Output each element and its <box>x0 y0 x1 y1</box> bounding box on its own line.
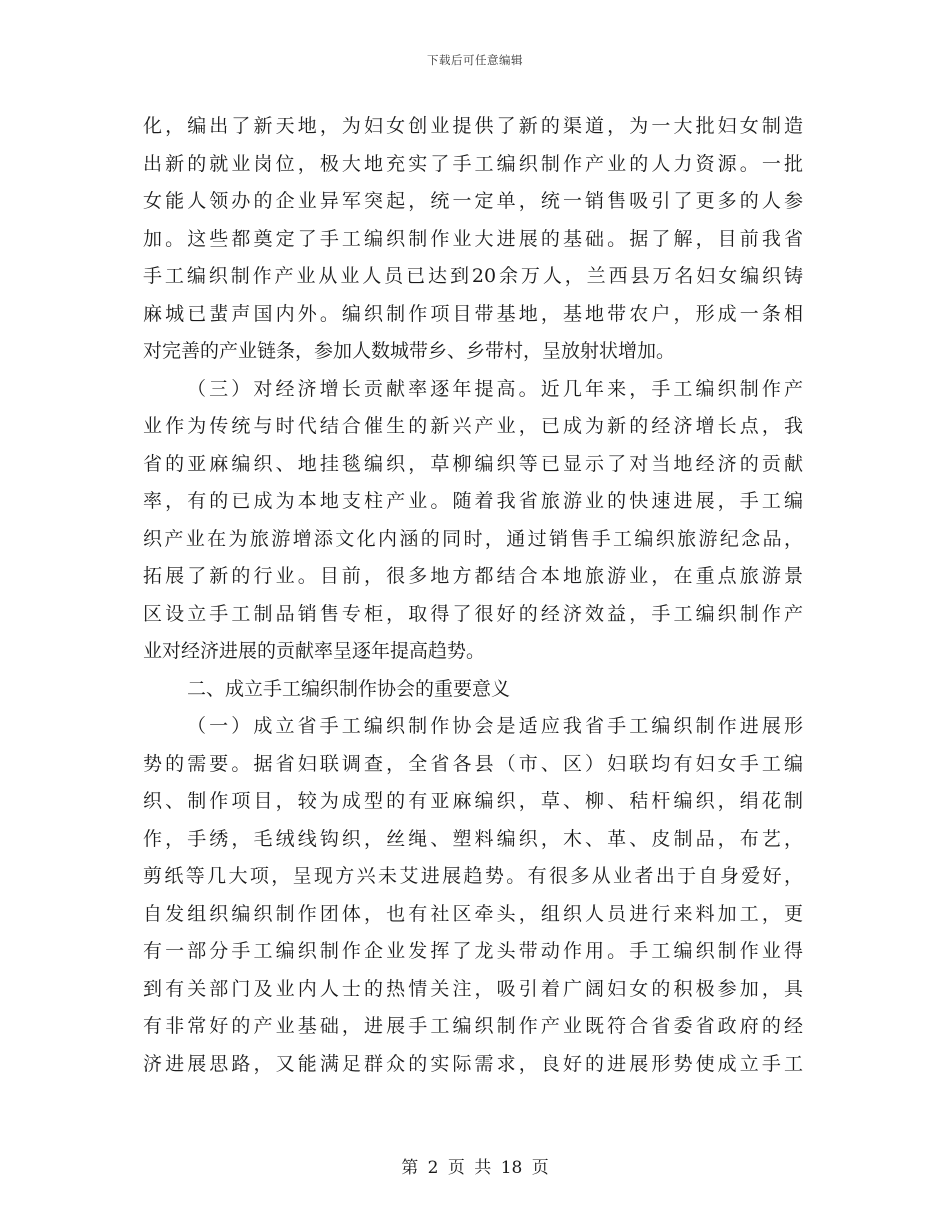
text-line: 作，手绣，毛绒线钩织，丝绳、塑料编织，木、革、皮制品，布艺， <box>143 827 803 850</box>
page-number-footer: 第 2 页 共 18 页 <box>401 1158 549 1178</box>
text-line: 织产业在为旅游增添文化内涵的同时，通过销售手工编织旅游纪念品， <box>143 527 803 550</box>
text-line: 拓展了新的行业。目前，很多地方都结合本地旅游业，在重点旅游景 <box>143 565 803 587</box>
section-heading: 二、成立手工编织制作协会的重要意义 <box>187 677 511 700</box>
text-line: 有非常好的产业基础，进展手工编织制作产业既符合省委省政府的经 <box>143 1015 803 1037</box>
text-line: 女能人领办的企业异军突起，统一定单，统一销售吸引了更多的人参 <box>143 190 803 212</box>
text-line: 出新的就业岗位，极大地充实了手工编织制作产业的人力资源。一批 <box>143 152 803 175</box>
text-line: 到有关部门及业内人士的热情关注，吸引着广阔妇女的积极参加，具 <box>143 977 803 1000</box>
page-header: 下载后可任意编辑 <box>427 53 523 67</box>
text-line: 济进展思路，又能满足群众的实际需求，良好的进展形势使成立手工 <box>143 1052 803 1075</box>
text-line: 织、制作项目，较为成型的有亚麻编织，草、柳、秸杆编织，绢花制 <box>143 790 803 812</box>
text-line: 化，编出了新天地，为妇女创业提供了新的渠道，为一大批妇女制造 <box>143 115 803 137</box>
text-line: 业对经济进展的贡献率呈逐年提高趋势。 <box>143 640 486 662</box>
text-line: 业作为传统与时代结合催生的新兴产业，已成为新的经济增长点，我 <box>143 415 803 437</box>
document-body <box>143 108 803 1083</box>
text-line: 有一部分手工编织制作企业发挥了龙头带动作用。手工编织制作业得 <box>143 940 803 962</box>
text-line: 剪纸等几大项，呈现方兴未艾进展趋势。有很多从业者出于自身爱好， <box>143 865 803 887</box>
paragraph-start-line: （一）成立省手工编织制作协会是适应我省手工编织制作进展形 <box>187 715 803 737</box>
text-line: 势的需要。据省妇联调查，全省各县（市、区）妇联均有妇女手工编 <box>143 752 803 775</box>
text-line: 加。这些都奠定了手工编织制作业大进展的基础。据了解，目前我省 <box>143 227 803 250</box>
text-line: 自发组织编织制作团体，也有社区牵头，组织人员进行来料加工，更 <box>143 902 803 925</box>
text-line: 麻城已蜚声国内外。编织制作项目带基地，基地带农户，形成一条相 <box>143 302 803 325</box>
text-line: 率，有的已成为本地支柱产业。随着我省旅游业的快速进展，手工编 <box>143 490 803 512</box>
text-line: 区设立手工制品销售专柜，取得了很好的经济效益，手工编织制作产 <box>143 602 803 625</box>
text-line: 省的亚麻编织、地挂毯编织，草柳编织等已显示了对当地经济的贡献 <box>143 452 803 475</box>
text-line: 对完善的产业链条，参加人数城带乡、乡带村，呈放射状增加。 <box>143 340 676 362</box>
text-line: 手工编织制作产业从业人员已达到20余万人，兰西县万名妇女编织铸 <box>143 265 803 287</box>
paragraph-start-line: （三）对经济增长贡献率逐年提高。近几年来，手工编织制作产 <box>187 377 803 400</box>
